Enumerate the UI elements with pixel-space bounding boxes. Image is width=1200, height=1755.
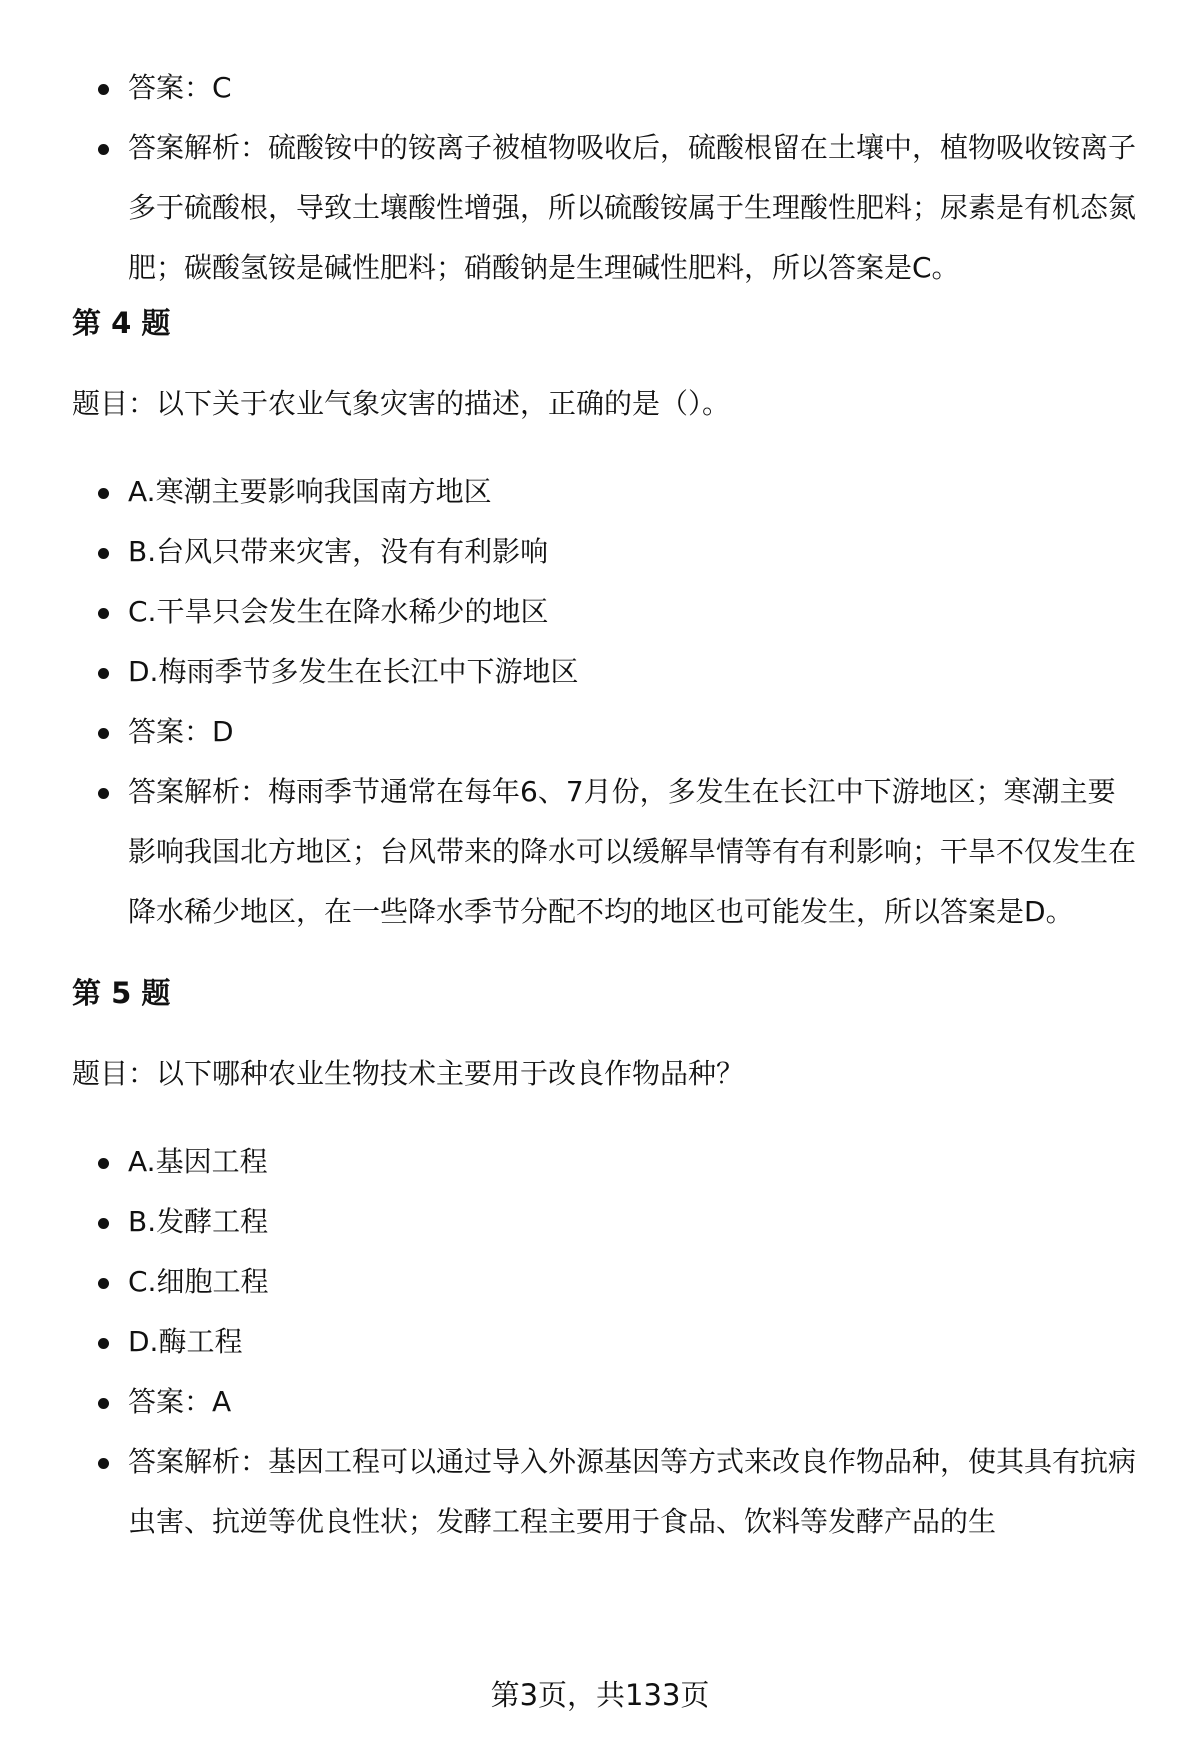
- option-item: A.基因工程: [0, 1132, 1140, 1192]
- analysis-item: 答案解析：硫酸铵中的铵离子被植物吸收后，硫酸根留在土壤中，植物吸收铵离子多于硫酸根，导致土壤酸性增强，所以硫酸铵属于生理酸性肥料；尿素是有机态氮肥；碳酸氢铵是碱性肥料；硝酸钠是生理碱性肥料，所以答案是C。: [0, 118, 1140, 298]
- option-item: B.台风只带来灾害，没有有利影响: [0, 522, 1140, 582]
- question-4-list: [0, 462, 1140, 942]
- question-5-list: [0, 1132, 1140, 1552]
- question-4-heading: 第 4 题: [72, 306, 171, 340]
- option-item: C.细胞工程: [0, 1252, 1140, 1312]
- answer-item: 答案：C: [0, 58, 1140, 118]
- option-item: D.酶工程: [0, 1312, 1140, 1372]
- option-item: C.干旱只会发生在降水稀少的地区: [0, 582, 1140, 642]
- page-number: 第3页，共133页: [490, 1678, 710, 1712]
- option-item: B.发酵工程: [0, 1192, 1140, 1252]
- analysis-item: 答案解析：梅雨季节通常在每年6、7月份，多发生在长江中下游地区；寒潮主要影响我国北方地区；台风带来的降水可以缓解旱情等有有利影响；干旱不仅发生在降水稀少地区，在一些降水季节分配不均的地区也可能发生，所以答案是D。: [0, 762, 1140, 942]
- question-5-heading: 第 5 题: [72, 976, 171, 1010]
- answer-item: 答案：A: [0, 1372, 1140, 1432]
- question-5-stem: 题目：以下哪种农业生物技术主要用于改良作物品种？: [72, 1057, 745, 1090]
- answer-item: 答案：D: [0, 702, 1140, 762]
- analysis-item: 答案解析：基因工程可以通过导入外源基因等方式来改良作物品种，使其具有抗病虫害、抗逆等优良性状；发酵工程主要用于食品、饮料等发酵产品的生: [0, 1432, 1140, 1552]
- option-item: D.梅雨季节多发生在长江中下游地区: [0, 642, 1140, 702]
- question-3-tail: [0, 58, 1140, 298]
- question-4-stem: 题目：以下关于农业气象灾害的描述，正确的是（）。: [72, 387, 731, 420]
- option-item: A.寒潮主要影响我国南方地区: [0, 462, 1140, 522]
